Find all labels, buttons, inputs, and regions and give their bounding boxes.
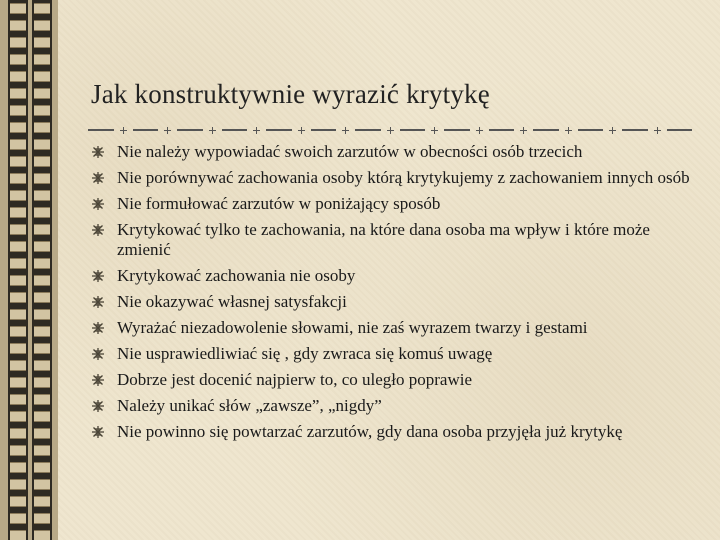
asterisk-icon xyxy=(92,146,104,158)
bullet-text: Nie usprawiedliwiać się , gdy zwraca się komuś uwagę xyxy=(117,344,493,363)
divider-bead-icon xyxy=(342,127,349,134)
list-item xyxy=(92,220,692,260)
title-divider xyxy=(88,122,692,138)
divider-bead-icon xyxy=(387,127,394,134)
divider-dash xyxy=(444,129,470,131)
bullet-text: Nie formułować zarzutów w poniżający sposób xyxy=(117,194,441,213)
list-item xyxy=(92,194,692,214)
divider-bead-icon xyxy=(431,127,438,134)
asterisk-icon xyxy=(92,322,104,334)
asterisk-icon xyxy=(92,270,104,282)
divider-dash xyxy=(489,129,515,131)
decorative-spine xyxy=(0,0,58,540)
bullet-text: Krytykować zachowania nie osoby xyxy=(117,266,356,285)
list-item xyxy=(92,318,692,338)
asterisk-icon xyxy=(92,426,104,438)
divider-dash xyxy=(133,129,159,131)
divider-bead-icon xyxy=(209,127,216,134)
list-item xyxy=(92,370,692,390)
list-item xyxy=(92,422,692,442)
bullet-text: Dobrze jest docenić najpierw to, co uległo poprawie xyxy=(117,370,472,389)
list-item xyxy=(92,266,692,286)
divider-dash xyxy=(578,129,604,131)
asterisk-icon xyxy=(92,224,104,236)
divider-bead-icon xyxy=(654,127,661,134)
divider-dash xyxy=(266,129,292,131)
list-item xyxy=(92,168,692,188)
asterisk-icon xyxy=(92,348,104,360)
divider-dash xyxy=(177,129,203,131)
bullet-list xyxy=(92,142,692,448)
spine-column-right xyxy=(32,0,52,540)
list-item xyxy=(92,396,692,416)
bullet-text: Nie należy wypowiadać swoich zarzutów w obecności osób trzecich xyxy=(117,142,583,161)
list-item xyxy=(92,292,692,312)
bullet-text: Krytykować tylko te zachowania, na które dana osoba ma wpływ i które może zmienić xyxy=(117,220,650,259)
spine-column-left xyxy=(8,0,28,540)
asterisk-icon xyxy=(92,198,104,210)
divider-dash xyxy=(400,129,426,131)
divider-dash xyxy=(667,129,693,131)
bullet-text: Nie okazywać własnej satysfakcji xyxy=(117,292,347,311)
asterisk-icon xyxy=(92,400,104,412)
divider-bead-icon xyxy=(298,127,305,134)
divider-bead-icon xyxy=(520,127,527,134)
divider-bead-icon xyxy=(164,127,171,134)
divider-bead-icon xyxy=(253,127,260,134)
divider-dash xyxy=(622,129,648,131)
divider-dash xyxy=(533,129,559,131)
divider-dash xyxy=(355,129,381,131)
divider-dash xyxy=(222,129,248,131)
divider-bead-icon xyxy=(609,127,616,134)
bullet-text: Nie powinno się powtarzać zarzutów, gdy dana osoba przyjęła już krytykę xyxy=(117,422,623,441)
divider-bead-icon xyxy=(476,127,483,134)
asterisk-icon xyxy=(92,172,104,184)
list-item xyxy=(92,142,692,162)
slide-title: Jak konstruktywnie wyrazić krytykę xyxy=(91,79,490,109)
divider-bead-icon xyxy=(120,127,127,134)
divider-dash xyxy=(311,129,337,131)
bullet-text: Wyrażać niezadowolenie słowami, nie zaś wyrazem twarzy i gestami xyxy=(117,318,588,337)
bullet-text: Należy unikać słów „zawsze”, „nigdy” xyxy=(117,396,382,415)
divider-bead-icon xyxy=(565,127,572,134)
divider-dash xyxy=(88,129,114,131)
bullet-text: Nie porównywać zachowania osoby którą krytykujemy z zachowaniem innych osób xyxy=(117,168,690,187)
asterisk-icon xyxy=(92,296,104,308)
asterisk-icon xyxy=(92,374,104,386)
list-item xyxy=(92,344,692,364)
